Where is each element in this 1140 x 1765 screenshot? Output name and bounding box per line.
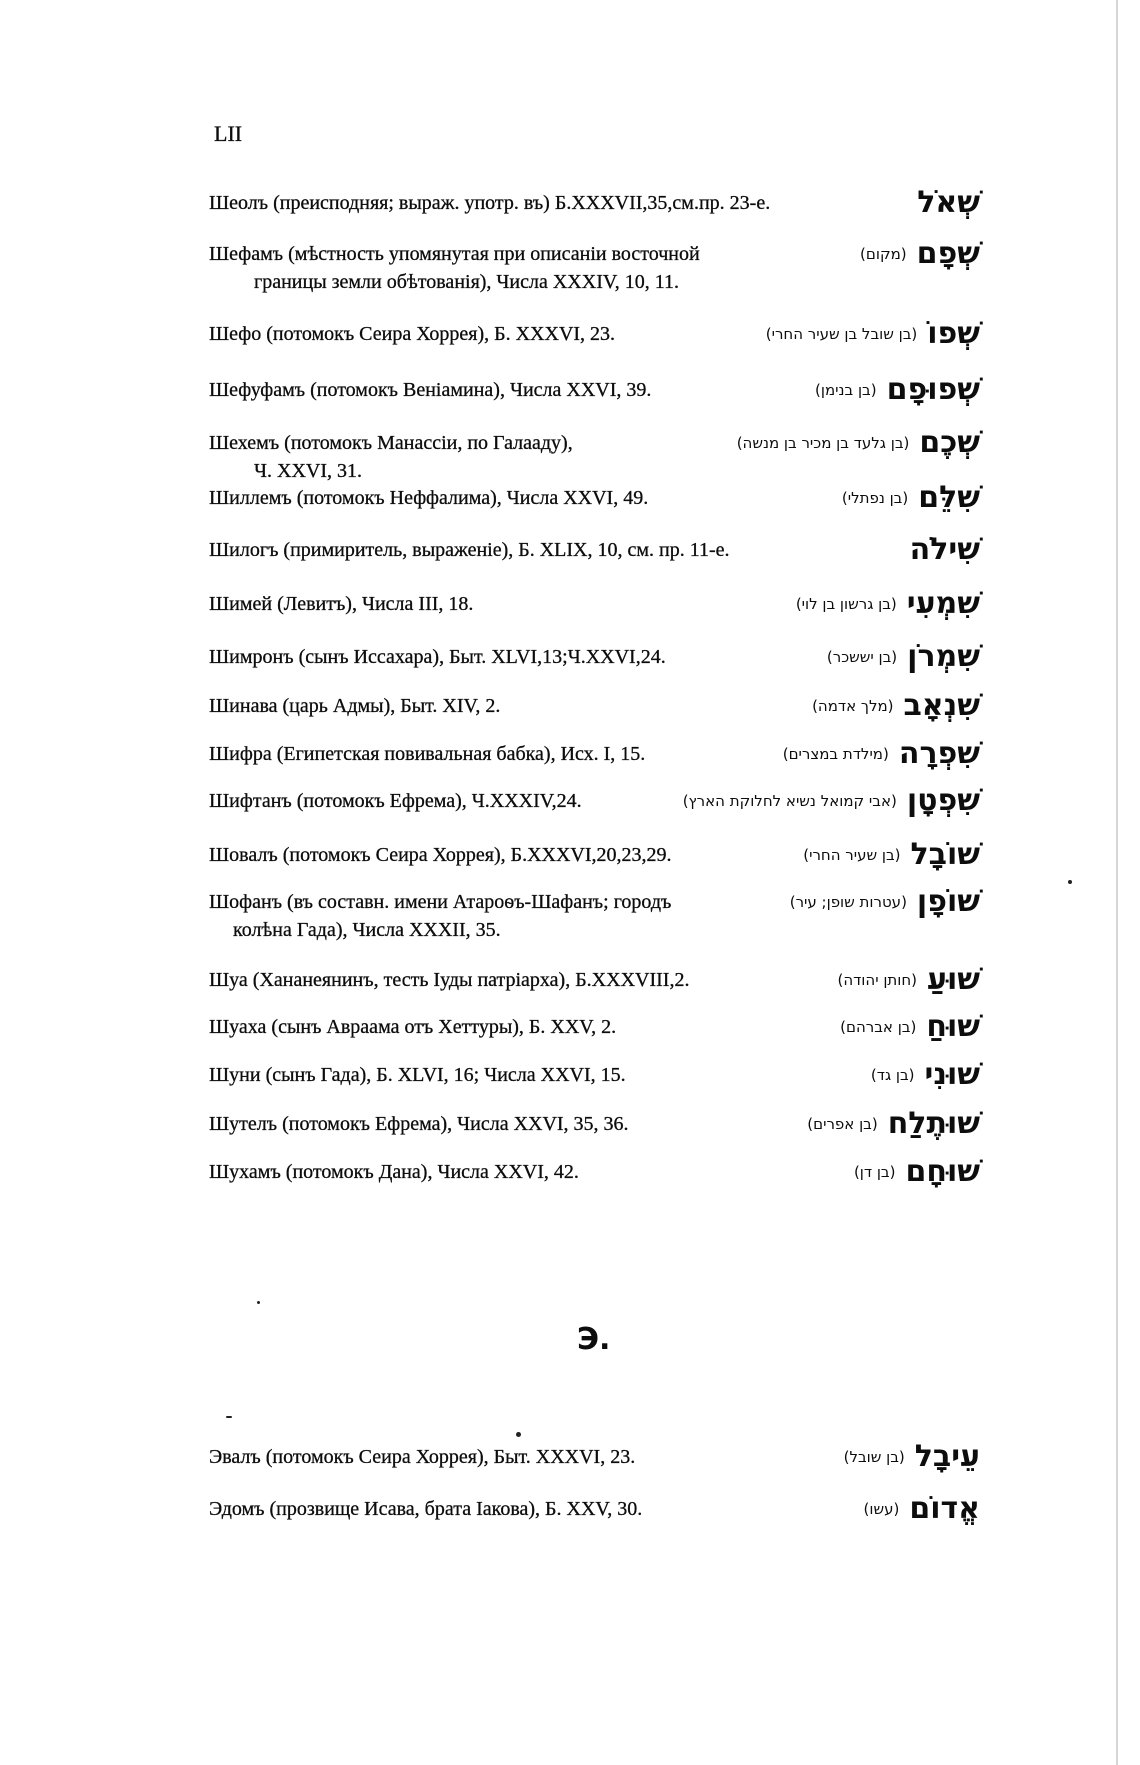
dictionary-entry: [209, 586, 980, 621]
entry-line: [209, 316, 980, 351]
hebrew-group: [917, 185, 980, 220]
entry-text: Шифтанъ (потомокъ Ефрема), Ч.XXXIV,24.: [209, 790, 582, 812]
hebrew-headword: עֵיבָל: [914, 1439, 980, 1474]
hebrew-group: [812, 688, 980, 723]
dictionary-entry: [209, 688, 980, 723]
hebrew-gloss: (בן יששכר): [826, 648, 898, 666]
entry-line: [209, 783, 980, 818]
hebrew-group: [736, 425, 980, 460]
entry-line: [209, 884, 980, 919]
hebrew-gloss: (בן שובל): [843, 1448, 905, 1466]
entry-line: [209, 1106, 980, 1141]
hebrew-group: [860, 236, 980, 271]
hebrew-group: [682, 783, 980, 818]
hebrew-gloss: (בן אברהם): [840, 1018, 917, 1036]
hebrew-group: [815, 372, 980, 407]
entry-line: [209, 1439, 980, 1474]
dictionary-entry: [209, 236, 980, 295]
dictionary-entry: [209, 1106, 980, 1141]
hebrew-headword: שִׁילֹה: [909, 532, 980, 567]
dictionary-entry: [209, 1439, 980, 1474]
hebrew-gloss: (בן בנימן): [815, 381, 877, 399]
hebrew-headword: שׁוֹבָל: [910, 837, 980, 872]
hebrew-headword: שׁוֹפָן: [916, 884, 980, 919]
entry-text: Шухамъ (потомокъ Дана), Числа XXVI, 42.: [209, 1161, 579, 1183]
hebrew-gloss: (חותן יהודה): [837, 971, 918, 989]
hebrew-group: [843, 1439, 980, 1474]
hebrew-headword: אֱדוֹם: [909, 1491, 980, 1526]
entry-text: Шимей (Левитъ), Числа III, 18.: [209, 593, 474, 615]
entry-text: Шофанъ (въ составн. имени Атароѳъ-Шафанъ; городъ: [209, 891, 672, 913]
entry-text: Шилогъ (примиритель, выраженіе), Б. XLIX, 10, см. пр. 11-е.: [209, 539, 730, 561]
hebrew-headword: שִׁפְרָה: [898, 736, 980, 771]
entry-text: Шефо (потомокъ Сеира Хоррея), Б. XXXVI, 23.: [209, 323, 616, 345]
dictionary-entry: [209, 962, 980, 997]
dictionary-entry: [209, 1057, 980, 1092]
hebrew-group: [841, 480, 980, 515]
entry-line: [209, 586, 980, 621]
entry-continuation: колѣна Гада), Числа XXXII, 35.: [233, 919, 501, 941]
hebrew-gloss: (בן אפרים): [807, 1115, 878, 1133]
entry-text: Шуни (сынъ Гада), Б. XLVI, 16; Числа XXVI, 15.: [209, 1064, 626, 1086]
entry-line: [209, 736, 980, 771]
page-number: LII: [214, 121, 243, 146]
hebrew-gloss: (בן שעיר החרי): [803, 846, 901, 864]
hebrew-headword: שִׁפְטָן: [906, 783, 980, 818]
entry-line: [209, 185, 980, 220]
hebrew-gloss: (בן גלעד בן מכיר בן מנשה): [736, 434, 910, 452]
hebrew-gloss: (מקום): [860, 245, 907, 263]
hebrew-headword: שׁוּנִי: [924, 1057, 980, 1092]
dictionary-entry: [209, 532, 980, 567]
entry-text: Шуа (Хананеянинъ, тесть Іуды патріарха), Б.XXXVIII,2.: [209, 969, 690, 991]
entry-line: [209, 1057, 980, 1092]
entry-text: Шефуфамъ (потомокъ Веніамина), Числа XXVI, 39.: [209, 379, 652, 401]
entry-continuation: границы земли обѣтованія), Числа XXXIV, 10, 11.: [254, 271, 679, 293]
dictionary-entry: [209, 736, 980, 771]
entry-text: Шимронъ (сынъ Иссахара), Быт. XLVI,13;Ч.XXVI,24.: [209, 646, 666, 668]
entry-text: Шутелъ (потомокъ Ефрема), Числа XXVI, 35, 36.: [209, 1113, 629, 1135]
hebrew-headword: שִׁמְרֹן: [907, 639, 980, 674]
dictionary-entry: [209, 185, 980, 220]
scan-speck: [226, 1416, 232, 1418]
scan-speck: [257, 1301, 260, 1304]
dictionary-entry: [209, 639, 980, 674]
dictionary-entry: [209, 837, 980, 872]
entry-text: Шинава (царь Адмы), Быт. XIV, 2.: [209, 695, 501, 717]
dictionary-entry: [209, 1491, 980, 1526]
entry-line: [209, 837, 980, 872]
dictionary-entry: [209, 425, 980, 484]
hebrew-gloss: (בן דן): [853, 1163, 896, 1181]
hebrew-headword: שִׁמְעִי: [906, 586, 980, 621]
entry-line: [209, 1491, 980, 1526]
hebrew-headword: שְׁפָם: [916, 236, 980, 271]
entry-text: Эвалъ (потомокъ Сеира Хоррея), Быт. XXXVI, 23.: [209, 1446, 636, 1468]
entry-line: [209, 1009, 980, 1044]
hebrew-headword: שְׁאֹל: [917, 185, 980, 220]
scan-speck: [1068, 880, 1072, 884]
hebrew-headword: שְׁפוֹ: [927, 316, 980, 351]
hebrew-group: [863, 1491, 980, 1526]
entry-text: Шуаха (сынъ Авраама отъ Хеттуры), Б. XXV, 2.: [209, 1016, 617, 1038]
entry-line: [209, 480, 980, 515]
hebrew-headword: שׁוּתֶלַח: [887, 1106, 980, 1141]
hebrew-gloss: (מילדת במצרים): [782, 745, 889, 763]
entry-text: Шифра (Египетская повивальная бабка), Исх. I, 15.: [209, 743, 646, 765]
hebrew-group: [909, 532, 980, 567]
dictionary-entry: [209, 1154, 980, 1189]
hebrew-group: [870, 1057, 980, 1092]
hebrew-group: [789, 884, 980, 919]
dictionary-entry: [209, 372, 980, 407]
entry-text: Шефамъ (мѣстность упомянутая при описаніи восточной: [209, 243, 700, 265]
entry-text: Шеолъ (преисподняя; выраж. употр. въ) Б.XXXVII,35,см.пр. 23-е.: [209, 192, 771, 214]
entry-line: [209, 372, 980, 407]
dictionary-entry: [209, 884, 980, 943]
hebrew-gloss: (מלך אדמה): [812, 697, 894, 715]
hebrew-group: [853, 1154, 980, 1189]
entry-continuation: Ч. XXVI, 31.: [254, 460, 362, 482]
hebrew-group: [807, 1106, 980, 1141]
dictionary-entry: [209, 783, 980, 818]
hebrew-gloss: (בן גד): [870, 1066, 915, 1084]
hebrew-gloss: (עטרות שופן; עיר): [789, 893, 907, 911]
page-edge-shadow: [1116, 0, 1118, 1765]
entry-text: Шиллемъ (потомокъ Неффалима), Числа XXVI, 49.: [209, 487, 649, 509]
hebrew-gloss: (בן גרשון בן לוי): [795, 595, 897, 613]
hebrew-headword: שִׁנְאָב: [903, 688, 980, 723]
hebrew-group: [826, 639, 980, 674]
entry-text: Шехемъ (потомокъ Манассіи, по Галааду),: [209, 432, 573, 454]
hebrew-group: [803, 837, 980, 872]
hebrew-gloss: (אבי קמואל נשיא לחלוקת הארץ): [682, 792, 897, 810]
entry-line: [209, 962, 980, 997]
entry-line: [209, 639, 980, 674]
scan-speck: [516, 1432, 521, 1437]
hebrew-headword: שׁוּחָם: [905, 1154, 980, 1189]
hebrew-headword: שׁוּעַ: [927, 962, 980, 997]
entry-line: [209, 236, 980, 271]
hebrew-gloss: (בן נפתלי): [841, 489, 909, 507]
entry-text: Эдомъ (прозвище Исава, брата Іакова), Б. XXV, 30.: [209, 1498, 643, 1520]
entry-line: [209, 688, 980, 723]
hebrew-gloss: (עשו): [863, 1500, 900, 1518]
entry-line: [209, 532, 980, 567]
dictionary-entry: [209, 480, 980, 515]
entry-text: Шовалъ (потомокъ Сеира Хоррея), Б.XXXVI,20,23,29.: [209, 844, 672, 866]
hebrew-headword: שְׁכֶם: [919, 425, 980, 460]
hebrew-group: [795, 586, 980, 621]
dictionary-entry: [209, 1009, 980, 1044]
hebrew-group: [840, 1009, 980, 1044]
hebrew-headword: שִׁלֵּם: [918, 480, 980, 515]
entry-line: [209, 1154, 980, 1189]
hebrew-group: [837, 962, 980, 997]
hebrew-group: [765, 316, 980, 351]
dictionary-entry: [209, 316, 980, 351]
hebrew-headword: שׁוּחַ: [926, 1009, 980, 1044]
hebrew-gloss: (בן שובל בן שעיר החרי): [765, 325, 918, 343]
hebrew-group: [782, 736, 980, 771]
hebrew-headword: שְׁפוּפָם: [886, 372, 980, 407]
entry-line: [209, 425, 980, 460]
section-heading: Э.: [577, 1322, 611, 1357]
